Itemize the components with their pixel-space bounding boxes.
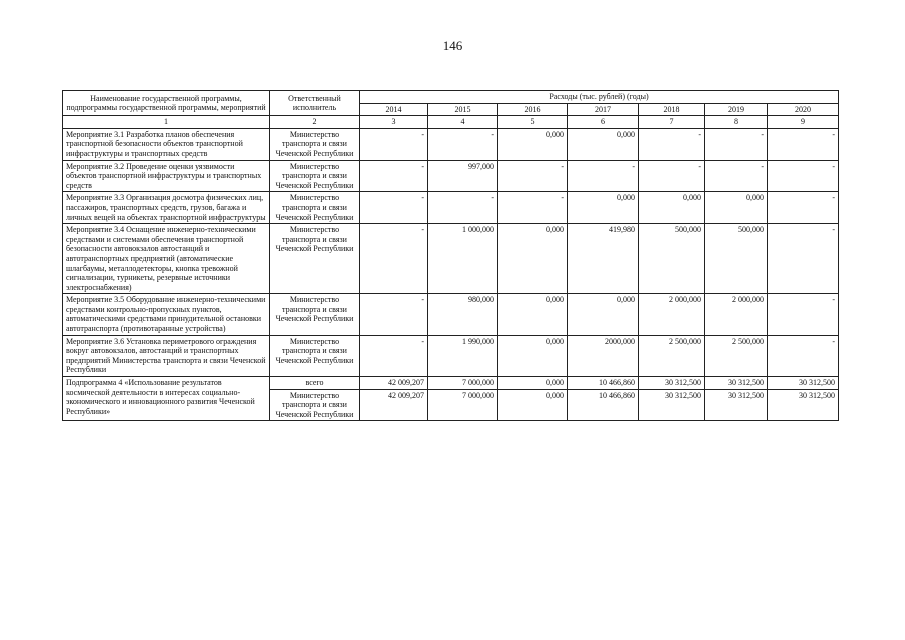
value-cell: 30 312,500	[705, 389, 768, 421]
value-cell: -	[360, 294, 428, 335]
header-executor: Ответственный исполнитель	[270, 91, 360, 116]
table-row	[63, 192, 839, 224]
table-row	[63, 294, 839, 335]
index-cell: 7	[639, 116, 705, 129]
value-cell: 419,980	[568, 224, 639, 294]
value-cell: 0,000	[568, 128, 639, 160]
value-cell: 0,000	[498, 224, 568, 294]
value-cell: -	[768, 160, 839, 192]
value-cell: 2 500,000	[639, 335, 705, 376]
value-cell: 0,000	[498, 335, 568, 376]
value-cell: -	[360, 192, 428, 224]
value-cell: 0,000	[498, 377, 568, 390]
value-cell: 30 312,500	[705, 377, 768, 390]
year-2018: 2018	[639, 103, 705, 116]
value-cell: -	[428, 192, 498, 224]
index-cell: 9	[768, 116, 839, 129]
value-cell: -	[768, 335, 839, 376]
measure-executor: Министерство транспорта и связи Чеченской Республики	[270, 335, 360, 376]
value-cell: -	[639, 128, 705, 160]
value-cell: -	[360, 160, 428, 192]
index-cell: 6	[568, 116, 639, 129]
measure-executor: Министерство транспорта и связи Чеченской Республики	[270, 160, 360, 192]
measure-executor: Министерство транспорта и связи Чеченской Республики	[270, 192, 360, 224]
measure-name: Мероприятие 3.5 Оборудование инженерно-техническими средствами контрольно-пропускных пунктов, автоматическими средствами принудительной остановки автотранспорта (противотаранные устройства)	[63, 294, 270, 335]
value-cell: 30 312,500	[639, 389, 705, 421]
value-cell: 7 000,000	[428, 377, 498, 390]
table-row	[63, 335, 839, 376]
year-2014: 2014	[360, 103, 428, 116]
table-row	[63, 224, 839, 294]
measure-executor: Министерство транспорта и связи Чеченской Республики	[270, 128, 360, 160]
value-cell: -	[360, 224, 428, 294]
value-cell: 0,000	[498, 389, 568, 421]
year-2016: 2016	[498, 103, 568, 116]
value-cell: 0,000	[639, 192, 705, 224]
budget-table	[62, 90, 839, 421]
value-cell: -	[768, 224, 839, 294]
table-row	[63, 128, 839, 160]
subprogram-name: Подпрограмма 4 «Использование результатов космической деятельности в интересах социально-экономического и инновационного развития Чеченской Республики»	[63, 377, 270, 421]
value-cell: 0,000	[568, 192, 639, 224]
index-cell: 4	[428, 116, 498, 129]
value-cell: -	[639, 160, 705, 192]
value-cell: 10 466,860	[568, 389, 639, 421]
value-cell: -	[360, 128, 428, 160]
year-2020: 2020	[768, 103, 839, 116]
value-cell: 2 000,000	[705, 294, 768, 335]
value-cell: 1 990,000	[428, 335, 498, 376]
measure-name: Мероприятие 3.6 Установка периметрового ограждения вокруг автовокзалов, автостанций и транспортных предприятий Министерства транспорта и связи Чеченской Республики	[63, 335, 270, 376]
value-cell: 10 466,860	[568, 377, 639, 390]
measure-executor: Министерство транспорта и связи Чеченской Республики	[270, 294, 360, 335]
measure-executor: Министерство транспорта и связи Чеченской Республики	[270, 224, 360, 294]
subprogram-total-row	[63, 377, 839, 390]
value-cell: 0,000	[498, 128, 568, 160]
value-cell: 2 500,000	[705, 335, 768, 376]
value-cell: 2000,000	[568, 335, 639, 376]
value-cell: 0,000	[705, 192, 768, 224]
value-cell: 500,000	[639, 224, 705, 294]
value-cell: -	[498, 192, 568, 224]
value-cell: -	[568, 160, 639, 192]
value-cell: -	[768, 294, 839, 335]
table-row	[63, 160, 839, 192]
index-cell: 3	[360, 116, 428, 129]
value-cell: -	[360, 335, 428, 376]
measure-name: Мероприятие 3.4 Оснащение инженерно-техническими средствами и системами обеспечения транспортной безопасности автовокзалов автостанций и автотранспортных предприятий (автоматические шлагбаумы, металлодетекторы, кнопка тревожной сигнализации, турникеты, резервные источники электроснабжения)	[63, 224, 270, 294]
index-cell: 2	[270, 116, 360, 129]
value-cell: 500,000	[705, 224, 768, 294]
index-row	[63, 116, 839, 129]
value-cell: 980,000	[428, 294, 498, 335]
value-cell: 42 009,207	[360, 389, 428, 421]
value-cell: -	[768, 192, 839, 224]
measure-name: Мероприятие 3.2 Проведение оценки уязвимости объектов транспортной инфраструктуры и транспортных средств	[63, 160, 270, 192]
value-cell: 30 312,500	[639, 377, 705, 390]
year-2019: 2019	[705, 103, 768, 116]
value-cell: 2 000,000	[639, 294, 705, 335]
measure-name: Мероприятие 3.1 Разработка планов обеспечения транспортной безопасности объектов транспортной инфраструктуры и транспортных средств	[63, 128, 270, 160]
value-cell: -	[498, 160, 568, 192]
value-cell: 7 000,000	[428, 389, 498, 421]
subprogram-executor: Министерство транспорта и связи Чеченской Республики	[270, 389, 360, 421]
value-cell: 30 312,500	[768, 389, 839, 421]
value-cell: 997,000	[428, 160, 498, 192]
header-expenses: Расходы (тыс. рублей) (годы)	[360, 91, 839, 104]
value-cell: 42 009,207	[360, 377, 428, 390]
subprogram-total-label: всего	[270, 377, 360, 390]
value-cell: 0,000	[498, 294, 568, 335]
year-2017: 2017	[568, 103, 639, 116]
value-cell: -	[705, 160, 768, 192]
value-cell: 1 000,000	[428, 224, 498, 294]
header-name: Наименование государственной программы, подпрограммы государственной программы, мероприятий	[63, 91, 270, 116]
value-cell: 0,000	[568, 294, 639, 335]
index-cell: 5	[498, 116, 568, 129]
year-2015: 2015	[428, 103, 498, 116]
index-cell: 1	[63, 116, 270, 129]
index-cell: 8	[705, 116, 768, 129]
measure-name: Мероприятие 3.3 Организация досмотра физических лиц, пассажиров, транспортных средств, грузов, багажа и личных вещей на объектах транспортной инфраструктуры	[63, 192, 270, 224]
value-cell: -	[705, 128, 768, 160]
value-cell: 30 312,500	[768, 377, 839, 390]
value-cell: -	[428, 128, 498, 160]
value-cell: -	[768, 128, 839, 160]
page-number: 146	[442, 38, 463, 53]
header-row	[63, 91, 839, 104]
